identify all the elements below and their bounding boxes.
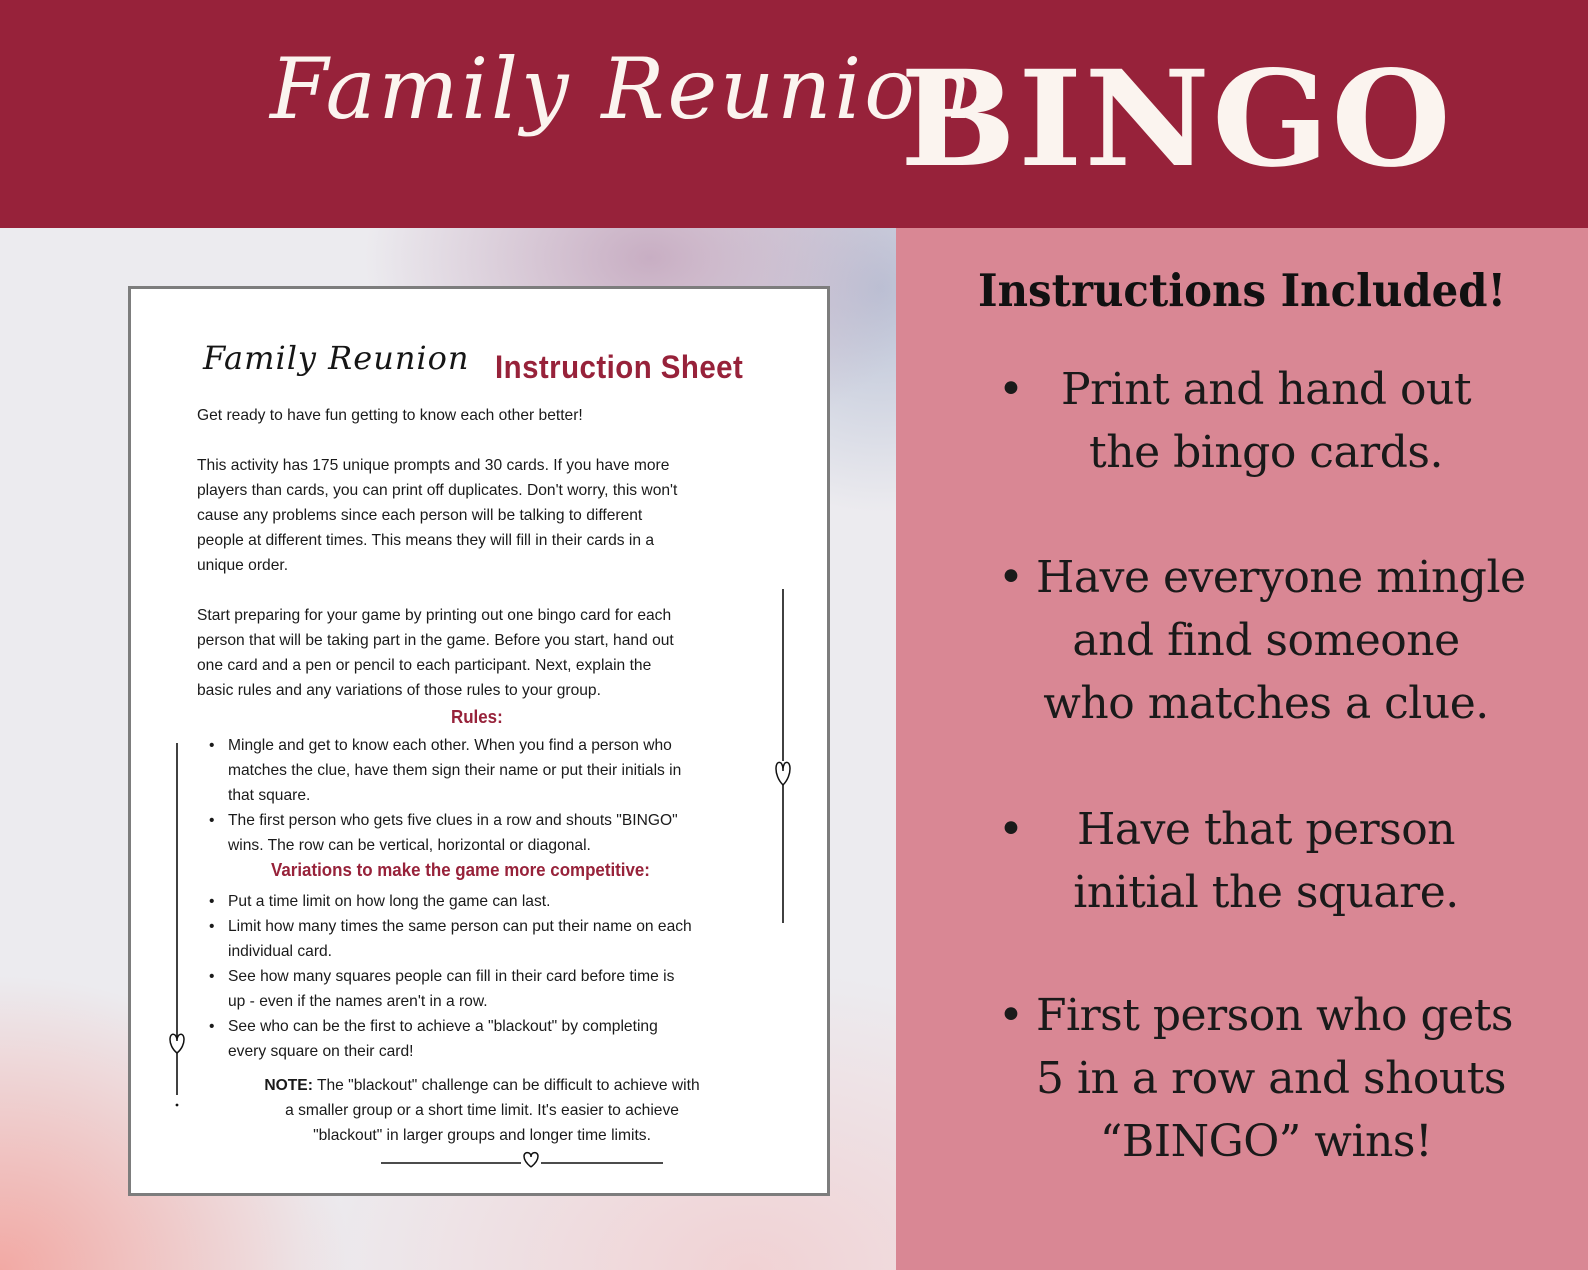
sheet-note (197, 1073, 767, 1148)
variations-heading: Variations to make the game more competitive: (271, 860, 650, 880)
paragraph-line: players than cards, you can print off duplicates. Don't worry, this won't (197, 482, 678, 499)
list-item (209, 889, 769, 914)
list-item (209, 914, 769, 964)
list-item (209, 733, 769, 808)
bullet: • (998, 990, 1024, 1041)
instruction-text (1036, 546, 1526, 735)
instruction-text (1036, 358, 1496, 484)
list-line: • See who can be the first to achieve a "blackout" by completing (228, 1018, 658, 1035)
paragraph-line: basic rules and any variations of those rules to your group. (197, 682, 601, 699)
paragraph-line: people at different times. This means they will fill in their cards in a (197, 532, 655, 549)
sheet-paragraph-2 (197, 603, 767, 703)
note-line-3: "blackout" in larger groups and longer time limits. (313, 1127, 651, 1144)
instructions-heading: Instructions Included! (978, 264, 1506, 317)
list-line: • Mingle and get to know each other. When you find a person who (228, 737, 672, 754)
note-line-1 (197, 1073, 767, 1098)
paragraph-line: Start preparing for your game by printing out one bingo card for each (197, 607, 672, 624)
paragraph-line: unique order. (197, 557, 289, 574)
note-text: The "blackout" challenge can be difficult to achieve with (316, 1077, 700, 1094)
list-line: • See how many squares people can fill in their card before time is (228, 968, 675, 985)
paragraph-line: cause any problems since each person will be talking to different (197, 507, 643, 524)
note-line-2: a smaller group or a short time limit. It's easier to achieve (285, 1102, 679, 1119)
sheet-intro: Get ready to have fun getting to know each other better! (197, 407, 583, 424)
list-line: up - even if the names aren't in a row. (228, 993, 488, 1010)
sheet-paragraph-1 (197, 453, 767, 578)
list-line: every square on their card! (228, 1043, 414, 1060)
instruction-sheet-preview (128, 286, 830, 1196)
list-line: • Put a time limit on how long the game can last. (228, 893, 551, 910)
rules-list (209, 733, 769, 858)
list-line: that square. (228, 787, 311, 804)
heart-divider-bottom-icon (381, 1147, 663, 1171)
list-line: individual card. (228, 943, 333, 960)
list-item (209, 1014, 769, 1064)
instruction-line: who matches a clue. (1043, 678, 1489, 729)
variations-list (209, 889, 769, 1064)
bullet: • (998, 552, 1024, 603)
instruction-text (1036, 984, 1513, 1173)
heart-divider-right-icon (769, 589, 799, 929)
paragraph-line: This activity has 175 unique prompts and 30 cards. If you have more (197, 457, 670, 474)
instruction-line: and find someone (1072, 615, 1460, 666)
instruction-line: First person who gets (1036, 990, 1513, 1041)
heart-divider-left-icon (163, 743, 193, 1113)
list-line: wins. The row can be vertical, horizontal or diagonal. (228, 837, 591, 854)
banner-script-title: Family Reunion (270, 40, 975, 138)
list-line: matches the clue, have them sign their name or put their initials in (228, 762, 682, 779)
instruction-line: Have that person (1076, 804, 1456, 855)
list-line: • Limit how many times the same person can put their name on each (228, 918, 692, 935)
list-item (209, 808, 769, 858)
instruction-line: “BINGO” wins! (1099, 1116, 1433, 1167)
list-line: • The first person who gets five clues in a row and shouts "BINGO" (228, 812, 678, 829)
instruction-line: 5 in a row and shouts (1036, 1053, 1506, 1104)
bullet: • (998, 364, 1024, 415)
sheet-heading: Instruction Sheet (495, 349, 744, 385)
instruction-line: the bingo cards. (1089, 427, 1443, 478)
instruction-line: initial the square. (1073, 867, 1459, 918)
title-banner (0, 0, 1588, 228)
note-label: NOTE: (264, 1077, 313, 1094)
instruction-line: Print and hand out (1060, 364, 1471, 415)
paragraph-line: one card and a pen or pencil to each participant. Next, explain the (197, 657, 652, 674)
rules-heading: Rules: (451, 707, 503, 727)
sheet-script-title: Family Reunion (203, 339, 470, 377)
list-item (209, 964, 769, 1014)
banner-bingo-title: BINGO (900, 42, 1453, 197)
instruction-line: Have everyone mingle (1036, 552, 1526, 603)
instructions-panel (896, 228, 1588, 1270)
bullet: • (998, 804, 1024, 855)
instruction-text (1036, 798, 1496, 924)
paragraph-line: person that will be taking part in the game. Before you start, hand out (197, 632, 674, 649)
